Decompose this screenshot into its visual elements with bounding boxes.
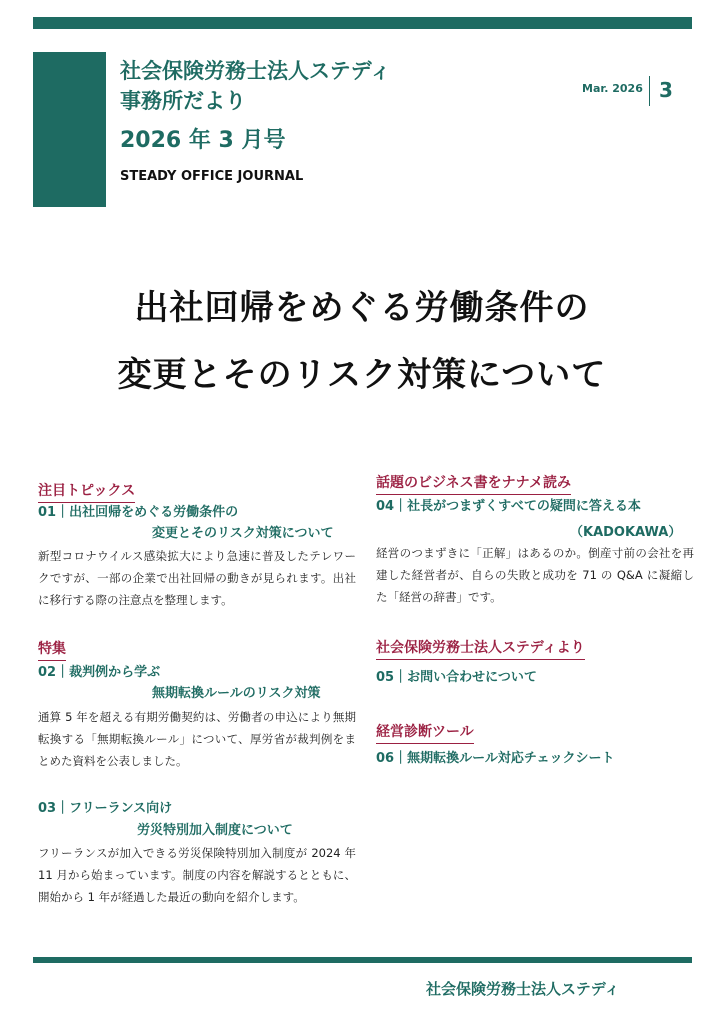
section-heading-topics: 注目トピックス — [38, 482, 135, 503]
page-number: 3 — [659, 78, 673, 102]
office-name: 社会保険労務士法人ステディ — [120, 59, 391, 83]
article-02-title[interactable]: 02｜裁判例から学ぶ — [38, 665, 161, 680]
article-04-publisher: （KADOKAWA） — [570, 525, 682, 540]
article-03-title[interactable]: 03｜フリーランス向け — [38, 801, 173, 816]
main-headline-line-2: 変更とそのリスク対策について — [117, 355, 607, 395]
article-01-summary: 新型コロナウイルス感染拡大により急速に普及したテレワークですが、一部の企業で出社回帰の動きが見られます。出社に移行する際の注意点を整理します。 — [38, 549, 356, 607]
article-06-title[interactable]: 06｜無期転換ルール対応チェックシート — [376, 751, 615, 766]
main-headline-line-1: 出社回帰をめぐる労働条件の — [134, 288, 590, 328]
article-01-title[interactable]: 01｜出社回帰をめぐる労働条件の — [38, 505, 239, 520]
article-02-summary: 通算 5 年を超える有期労働契約は、労働者の申込により無期転換する「無期転換ルール」について、厚労省が裁判例をまとめた資料を公表しました。 — [38, 710, 356, 768]
article-02-subtitle[interactable]: 無期転換ルールのリスク対策 — [152, 686, 321, 701]
article-03-summary: フリーランスが加入できる労災保険特別加入制度が 2024 年 11 月から始まっています。制度の内容を解説するとともに、開始から 1 年が経過した最近の動向を紹介します。 — [38, 846, 356, 904]
article-04-title[interactable]: 04｜社長がつまずくすべての疑問に答える本 — [376, 499, 641, 514]
section-heading-feature: 特集 — [38, 640, 66, 661]
footer-office-name: 社会保険労務士法人ステディ — [426, 980, 620, 998]
article-03-subtitle[interactable]: 労災特別加入制度について — [137, 823, 293, 838]
article-01-subtitle[interactable]: 変更とそのリスク対策について — [152, 526, 334, 541]
date-divider — [649, 76, 650, 106]
section-heading-books: 話題のビジネス書をナナメ読み — [376, 474, 571, 495]
header-color-block — [33, 52, 106, 207]
top-rule — [33, 17, 692, 29]
section-heading-office: 社会保険労務士法人ステディより — [376, 639, 585, 660]
section-heading-diagnostic: 経営診断ツール — [376, 723, 474, 744]
article-04-summary: 経営のつまずきに「正解」はあるのか。倒産寸前の会社を再建した経営者が、自らの失敗と成功を 71 の Q&A に凝縮した「経営の辞書」です。 — [376, 546, 694, 604]
newsletter-name: 事務所だより — [120, 89, 246, 113]
issue-date: Mar. 2026 — [582, 82, 643, 95]
article-05-title[interactable]: 05｜お問い合わせについて — [376, 670, 537, 685]
bottom-rule — [33, 957, 692, 963]
journal-title: STEADY OFFICE JOURNAL — [120, 169, 304, 184]
issue-label: 2026 年 3 月号 — [120, 128, 286, 153]
